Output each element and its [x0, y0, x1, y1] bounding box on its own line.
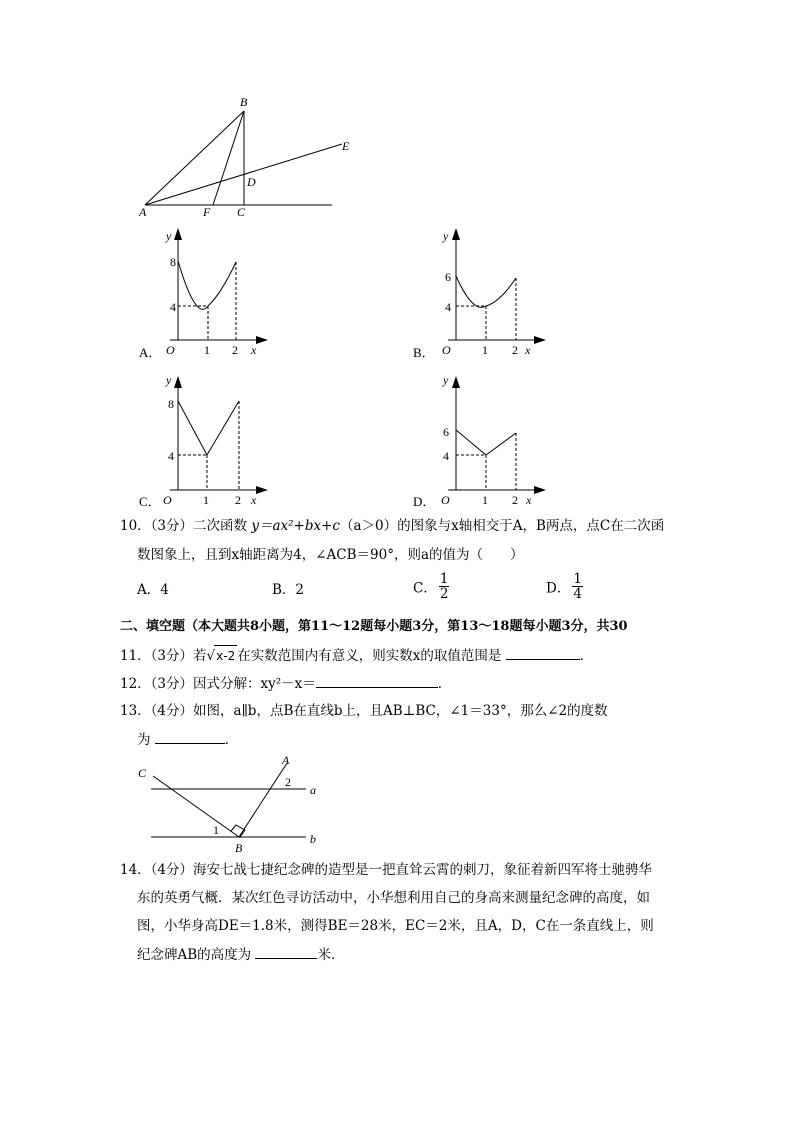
svg-text:4: 4: [170, 300, 176, 314]
svg-text:4: 4: [445, 300, 451, 314]
q10-option-d: D． $\frac{1}{4}$: [546, 571, 582, 602]
svg-text:1: 1: [204, 343, 210, 357]
svg-text:y: y: [166, 229, 172, 243]
q10-option-a: A．4: [137, 582, 169, 598]
segment-ab: [239, 763, 287, 837]
question-13-line2: 为 ．: [137, 729, 238, 750]
svg-text:x: x: [251, 343, 257, 357]
svg-text:1: 1: [482, 493, 488, 507]
segment-cb: [153, 776, 239, 837]
svg-text:4: 4: [443, 449, 449, 463]
svg-text:O: O: [441, 493, 450, 507]
svg-text:x: x: [525, 343, 531, 357]
svg-text:b: b: [310, 832, 316, 846]
svg-text:4: 4: [168, 449, 174, 463]
label-f: F: [203, 205, 211, 219]
question-14-line3: 图，小华身高DE＝1.8米，测得BE＝28米，EC＝2米，且A，D，C在一条直线上，则: [137, 918, 654, 934]
svg-text:C: C: [138, 766, 147, 780]
svg-text:2: 2: [285, 775, 291, 789]
label-b: B: [240, 95, 248, 109]
svg-text:O: O: [166, 343, 175, 357]
svg-text:6: 6: [445, 270, 451, 284]
label-a: A: [139, 205, 147, 219]
svg-text:B: B: [235, 841, 243, 855]
q10-option-b: B．2: [272, 582, 305, 598]
svg-text:1: 1: [482, 343, 488, 357]
svg-text:y: y: [443, 373, 449, 387]
svg-text:y: y: [443, 229, 449, 243]
svg-text:2: 2: [512, 343, 518, 357]
svg-text:2: 2: [232, 343, 238, 357]
label-d: D: [247, 175, 256, 189]
question-14-line1: 14．（4分）海安七战七捷纪念碑的造型是一把直耸云霄的刺刀，象征着新四军将士驰骋华: [120, 862, 653, 878]
question-13-line1: 13．（4分）如图，a∥b，点B在直线b上，且AB⊥BC，∠1＝33°，那么∠2的度数: [120, 703, 608, 719]
question-10-line1: 10．（3分）二次函数 y＝ax²+bx+c（a＞0）的图象与x轴相交于A，B两点，点C在二次函: [120, 518, 665, 534]
svg-text:x: x: [251, 493, 257, 507]
svg-text:8: 8: [168, 397, 174, 411]
question-14-line4: 纪念碑AB的高度为 米．: [137, 944, 344, 965]
q14-answer-blank[interactable]: [255, 944, 317, 959]
label-c: C: [237, 205, 246, 219]
svg-text:2: 2: [512, 493, 518, 507]
option-d-label: D．: [413, 494, 436, 509]
question-10-line2: 数图象上，且到x轴距离为4，∠ACB＝90°，则a的值为（ ）: [137, 547, 524, 563]
question-12: 12．（3分）因式分解：xy²－x＝ ．: [120, 673, 451, 694]
option-b-label: B．: [413, 345, 435, 360]
question-11: 11．（3分）若√x-2 在实数范围内有意义，则实数x的取值范围是 ．: [120, 645, 593, 666]
option-a-label: A．: [139, 345, 162, 360]
svg-text:6: 6: [443, 425, 449, 439]
section-2-heading: 二、填空题（本大题共8小题，第11～12题每小题3分，第13～18题每小题3分，共30: [120, 619, 628, 634]
svg-text:O: O: [163, 493, 172, 507]
label-e: E: [342, 139, 350, 153]
svg-text:y: y: [166, 373, 172, 387]
option-c-label: C．: [139, 494, 161, 509]
q10-option-c: C． $\frac{1}{2}$: [413, 571, 449, 602]
svg-text:A: A: [282, 753, 290, 767]
svg-text:O: O: [442, 343, 451, 357]
svg-text:x: x: [526, 493, 532, 507]
svg-text:2: 2: [235, 493, 241, 507]
svg-text:1: 1: [213, 823, 219, 837]
svg-text:a: a: [310, 783, 316, 797]
question-14-line2: 东的英勇气概．某次红色寻访活动中，小华想利用自己的身高来测量纪念碑的高度，如: [137, 890, 650, 906]
svg-text:1: 1: [203, 493, 209, 507]
svg-text:8: 8: [170, 255, 176, 269]
